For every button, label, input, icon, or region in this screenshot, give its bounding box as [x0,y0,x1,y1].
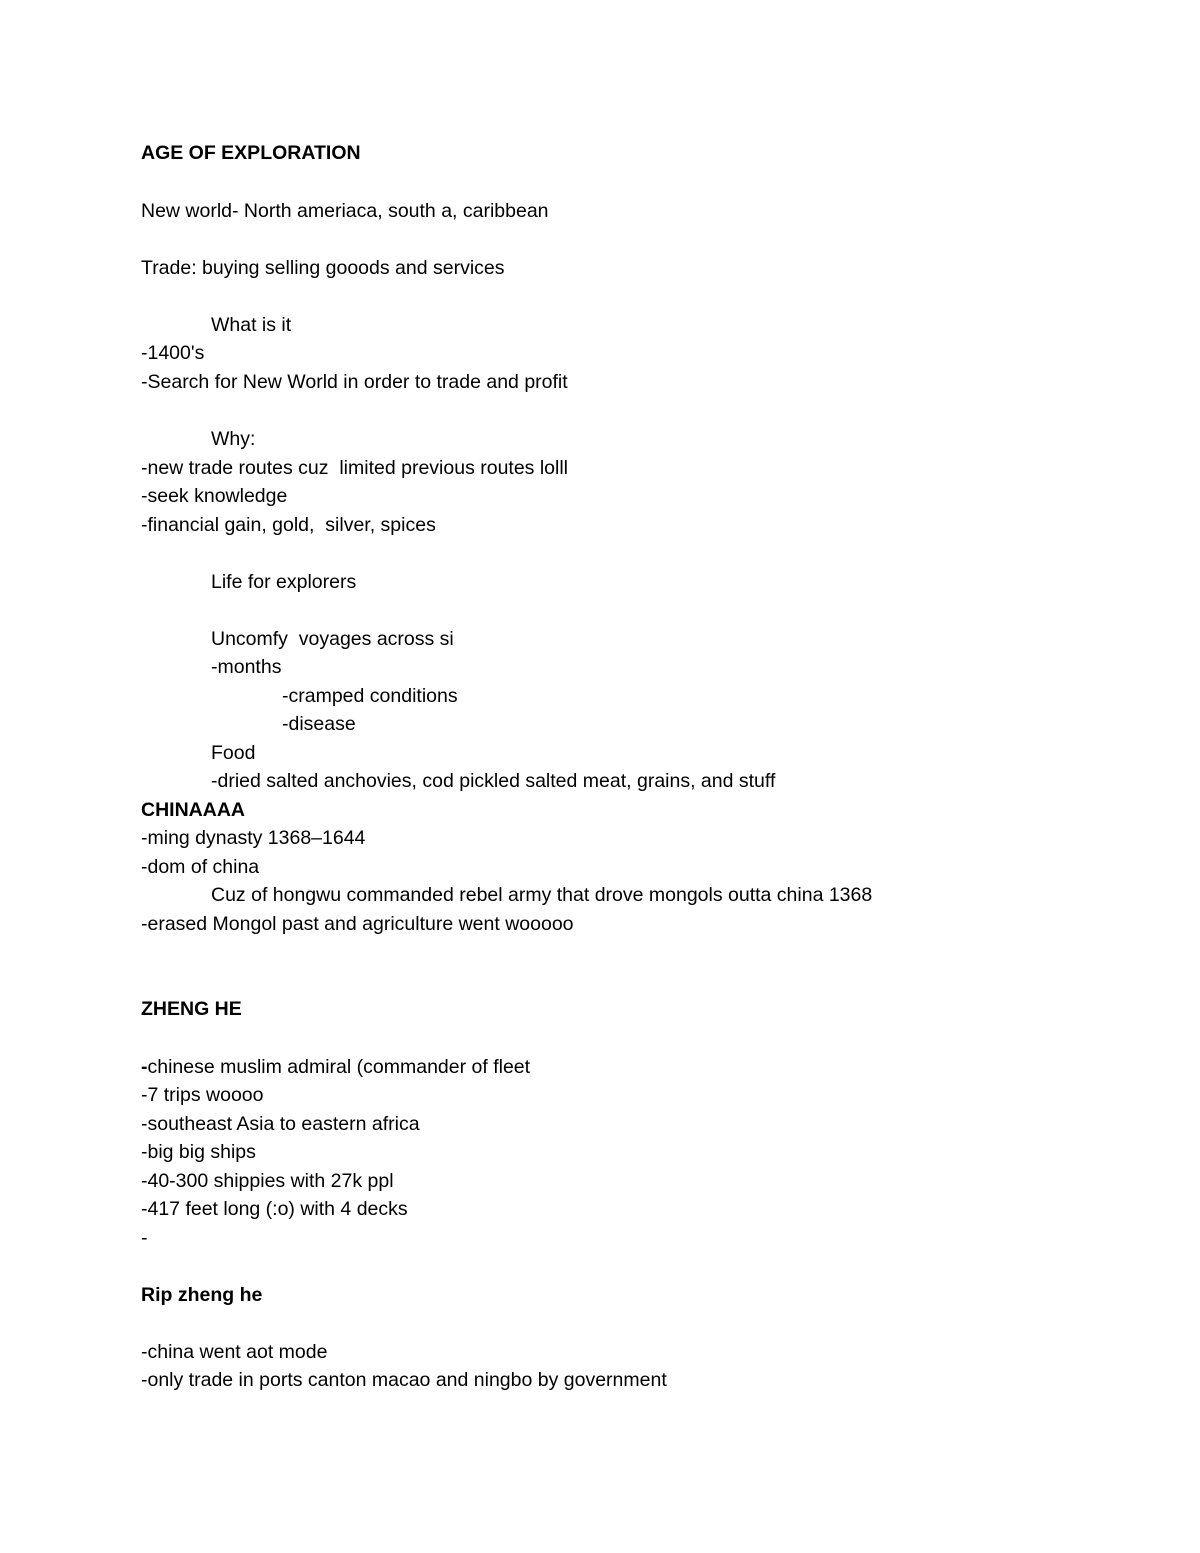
why-line: -financial gain, gold, silver, spices [141,514,436,536]
food-subheading: Food [211,742,256,764]
erased-mongol-line: -erased Mongol past and agriculture went wooooo [141,913,574,935]
heading-zheng-he: ZHENG HE [141,998,242,1020]
zheng-he-line: -southeast Asia to eastern africa [141,1113,420,1135]
conditions-line: -cramped conditions [282,685,458,707]
why-line: -new trade routes cuz limited previous routes lolll [141,457,569,479]
heading-age-of-exploration: AGE OF EXPLORATION [141,142,361,164]
what-is-it-subheading: What is it [211,314,292,336]
why-subheading: Why: [211,428,256,450]
zheng-he-line: -big big ships [141,1141,256,1163]
why-line: -seek knowledge [141,485,288,507]
voyages-line: Uncomfy voyages across si [211,628,454,650]
admiral-text: chinese muslim admiral (commander of fleet [147,1056,531,1078]
trade-line: Trade: buying selling gooods and services [141,257,505,279]
rip-line: -china went aot mode [141,1341,328,1363]
rip-line: -only trade in ports canton macao and ningbo by government [141,1369,667,1391]
china-line: -dom of china [141,856,260,878]
months-line: -months [211,656,282,678]
heading-rip-zheng-he: Rip zheng he [141,1284,263,1306]
zheng-he-line [141,1053,530,1081]
heading-china: CHINAAAA [141,799,245,821]
new-world-line: New world- North ameriaca, south a, caribbean [141,200,549,222]
life-for-explorers-subheading: Life for explorers [211,571,357,593]
food-line: -dried salted anchovies, cod pickled salted meat, grains, and stuff [211,770,776,792]
what-line: -Search for New World in order to trade and profit [141,371,568,393]
china-line: -ming dynasty 1368–1644 [141,827,366,849]
zheng-he-line: - [141,1227,148,1249]
zheng-he-line: -7 trips woooo [141,1084,264,1106]
zheng-he-line: -417 feet long (:o) with 4 decks [141,1198,408,1220]
conditions-line: -disease [282,713,356,735]
bold-dash: - [141,1056,148,1078]
zheng-he-line: -40-300 shippies with 27k ppl [141,1170,394,1192]
hongwu-line: Cuz of hongwu commanded rebel army that drove mongols outta china 1368 [211,884,873,906]
what-line: -1400's [141,342,205,364]
